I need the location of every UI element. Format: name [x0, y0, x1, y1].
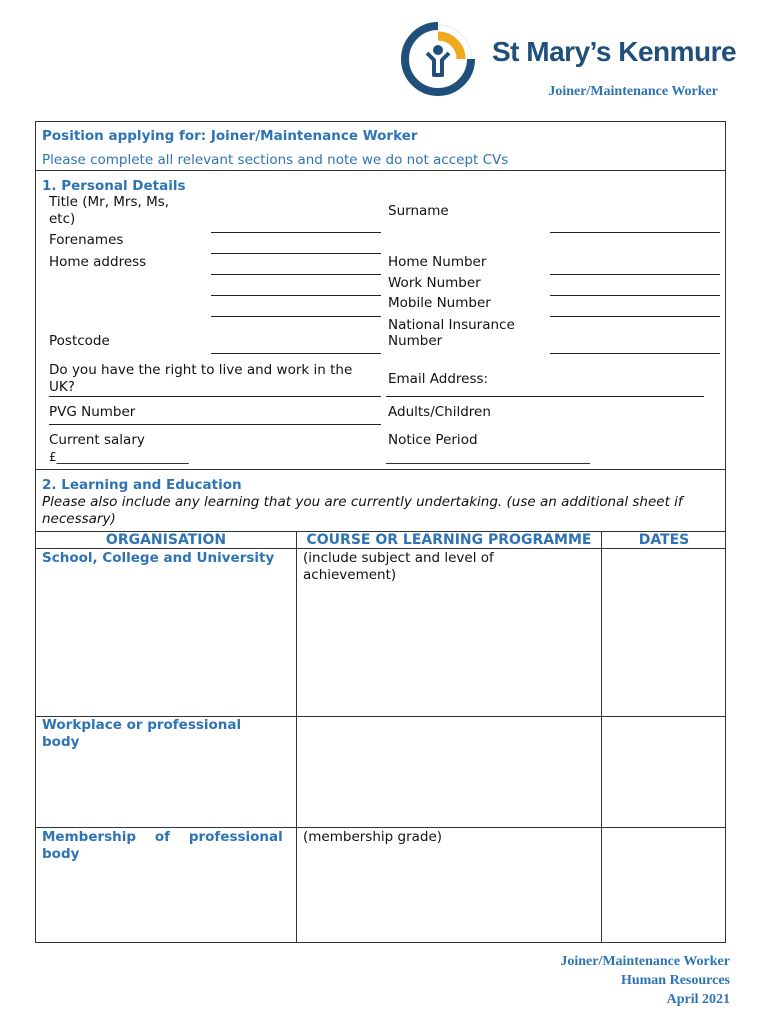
email-label: Email Address:	[388, 371, 489, 387]
ni-label: National Insurance	[388, 317, 515, 333]
dates-entry-area[interactable]	[602, 549, 725, 715]
divider	[35, 469, 726, 470]
course-entry-area[interactable]	[297, 848, 600, 942]
home-number-field[interactable]	[550, 274, 720, 275]
row-org-label-cont: body	[42, 734, 80, 750]
surname-label: Surname	[388, 203, 449, 219]
row-course-hint: (membership grade)	[303, 829, 443, 845]
right-to-work-label: Do you have the right to live and work in the	[49, 362, 353, 378]
title-label: Title (Mr, Mrs, Ms,	[49, 194, 170, 210]
row-course-hint-cont: achievement)	[303, 567, 397, 583]
salary-label: Current salary	[49, 432, 145, 448]
salary-field[interactable]: £______________________	[49, 450, 189, 464]
title-label-cont: etc)	[49, 211, 76, 227]
adults-children-label: Adults/Children	[388, 404, 491, 420]
footer-title: Joiner/Maintenance Worker	[560, 954, 730, 969]
forenames-field[interactable]	[211, 253, 381, 254]
home-address-field-1[interactable]	[211, 274, 381, 275]
header-title: Joiner/Maintenance Worker	[548, 84, 718, 99]
right-to-work-label-cont: UK?	[49, 379, 75, 395]
mobile-number-label: Mobile Number	[388, 295, 491, 311]
course-entry-area[interactable]	[297, 717, 600, 826]
divider	[35, 170, 726, 171]
logo-icon	[400, 20, 476, 98]
row-org-label: School, College and University	[42, 550, 275, 566]
ni-field[interactable]	[550, 353, 720, 354]
footer-date: April 2021	[666, 992, 730, 1007]
row-org-label: Membership of professional	[42, 829, 283, 845]
notice-period-field[interactable]: __________________________________	[386, 450, 590, 464]
column-header-dates: DATES	[638, 532, 690, 548]
row-org-label-cont: body	[42, 846, 80, 862]
pvg-label: PVG Number	[49, 404, 136, 420]
section-heading-learning: 2. Learning and Education	[42, 477, 242, 493]
section-heading-personal: 1. Personal Details	[42, 178, 186, 194]
instructions-text: Please complete all relevant sections and note we do not accept CVs	[42, 152, 509, 168]
learning-note: Please also include any learning that you are currently undertaking. (use an additional sheet if	[42, 494, 683, 510]
dates-entry-area[interactable]	[602, 717, 725, 826]
ni-label-cont: Number	[388, 333, 443, 349]
work-number-field[interactable]	[550, 295, 720, 296]
home-address-field-2[interactable]	[211, 295, 381, 296]
home-address-label: Home address	[49, 254, 147, 270]
pvg-field[interactable]	[49, 424, 381, 425]
notice-period-label: Notice Period	[388, 432, 478, 448]
surname-field[interactable]	[550, 232, 720, 233]
postcode-field[interactable]	[211, 353, 381, 354]
postcode-label: Postcode	[49, 333, 110, 349]
learning-note-cont: necessary)	[42, 511, 116, 527]
dates-entry-area[interactable]	[602, 828, 725, 942]
footer-department: Human Resources	[620, 973, 730, 988]
row-course-hint: (include subject and level of	[303, 550, 494, 566]
logo-text: St Mary’s Kenmure	[492, 36, 737, 67]
mobile-number-field[interactable]	[550, 316, 720, 317]
footer	[560, 952, 730, 1009]
home-address-field-3[interactable]	[211, 316, 381, 317]
work-number-label: Work Number	[388, 275, 481, 291]
position-label: Position applying for: Joiner/Maintenance Worker	[42, 128, 418, 144]
column-header-course: COURSE OR LEARNING PROGRAMME	[306, 532, 592, 548]
email-field[interactable]	[386, 396, 704, 397]
home-number-label: Home Number	[388, 254, 487, 270]
title-field[interactable]	[211, 232, 381, 233]
column-header-organisation: ORGANISATION	[105, 532, 227, 548]
forenames-label: Forenames	[49, 232, 124, 248]
right-to-work-field[interactable]	[49, 396, 381, 397]
course-entry-area[interactable]	[297, 590, 600, 715]
row-org-label: Workplace or professional	[42, 717, 242, 733]
